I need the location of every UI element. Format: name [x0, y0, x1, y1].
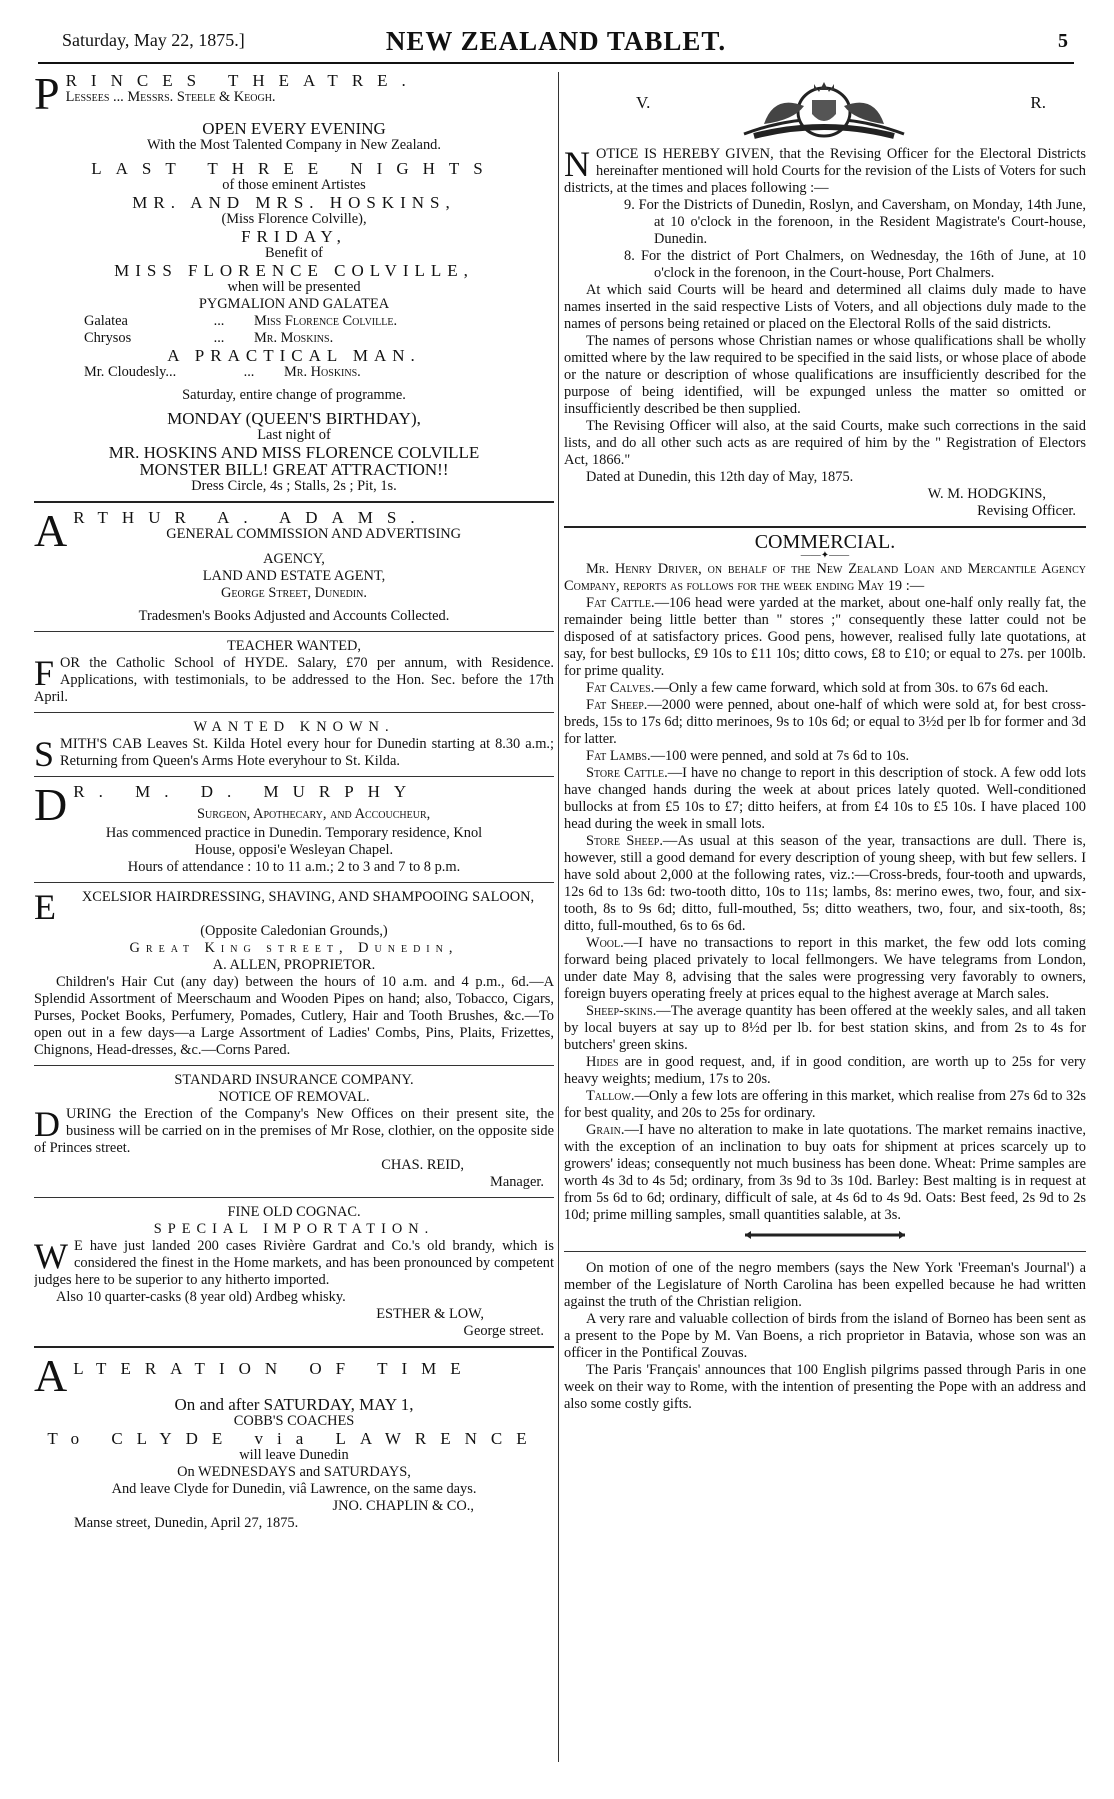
commercial-section [564, 531, 1086, 1224]
teacher-title: TEACHER WANTED, [226, 638, 362, 654]
theatre-lessees: Lessees ... Messrs. Steele & Keogh. [65, 89, 276, 105]
theatre-miss: (Miss Florence Colville), [221, 211, 367, 227]
excelsior-line4: A. ALLEN, PROPRIETOR. [212, 957, 376, 973]
cognac-body: E have just landed 200 cases Rivière Gardrat and Co.'s old brandy, which is considered the finest in the Home markets, and has been pronounced by competent judges here to be superior to any hitherto imported. [34, 1238, 554, 1288]
standard-role: Manager. [490, 1174, 544, 1190]
standard-body: URING the Erection of the Company's New Offices on their present site, the business will be carried on in the premises of Mr Rose, clothier, on the opposite side of Princes street. [34, 1106, 554, 1156]
masthead-title: NEW ZEALAND TABLET. [385, 26, 727, 56]
theatre-company: With the Most Talented Company in New Zealand. [147, 137, 441, 153]
commercial-text: —Only a few came forward, which sold at from 30s. to 67s 6d each. [654, 680, 1049, 696]
alteration-foot: Manse street, Dunedin, April 27, 1875. [74, 1515, 299, 1531]
cast-actor-1: Miss Florence Colville. [254, 313, 398, 329]
commercial-paragraph [564, 1122, 1086, 1224]
cognac-title: FINE OLD COGNAC. [227, 1204, 361, 1220]
commercial-text: —The average quantity has been offered at the weekly sales, and all taken by local buyers at say up to 8½d per lb. for best station skins, and from 2s to 4s for butchers' green skins. [564, 1003, 1086, 1053]
theatre-play: PYGMALION AND GALATEA [198, 296, 390, 312]
commercial-paragraph [564, 595, 1086, 680]
cognac-address: George street. [463, 1323, 544, 1339]
adams-line5: Tradesmen's Books Adjusted and Accounts Collected. [138, 608, 450, 624]
commercial-intro: Mr. Henry Driver, on behalf of the New Zealand Loan and Mercantile Agency Company, reports as follows for the week ending May 19 :— [564, 561, 1086, 594]
excelsior-line3: Great King street, Dunedin, [129, 940, 459, 956]
cast-actor-2: Mr. Moskins. [254, 330, 334, 346]
theatre-prices: Dress Circle, 4s ; Stalls, 2s ; Pit, 1s. [191, 478, 397, 494]
theatre-of: of those eminent Artistes [222, 177, 366, 193]
commercial-paragraph [564, 1054, 1086, 1088]
excelsior-body: Children's Hair Cut (any day) between the hours of 10 a.m. and 4 p.m., 6d.—A Splendid Assortment of Meerschaum and Wooden Pipes on hand; also, Tobacco, Cigars, Purses, Pocket Books, Perfumery, Pomades, Cutlery, Hair and Tooth Brushes, &c.—To open out in a few days—a Large Assortment of Ladies' Combs, Pins, Plaits, Frizettes, Chignons, Head-dresses, &c.—Corns Pared. [34, 974, 554, 1058]
adams-title: RTHUR A. ADAMS. [73, 509, 429, 527]
commercial-text: —2000 were penned, about one-half of which were sold at, for best cross-breds, 15s to 17s 6d; ditto merinoes, 9s to 10s 6d; or equal to 3½d per lb for former and 3d for latter. [564, 697, 1086, 747]
alteration-line4: will leave Dunedin [239, 1447, 349, 1463]
murphy-drop-cap: D [34, 783, 68, 825]
revising-notice: V. R. NOTICE IS HEREBY GIVEN, that the Revising Officer for the Electoral Districts hereinafter mentioned will hold Courts for the revision of the Lists of Voters for such districts, at the times and places following :— 9. For the Districts of Dunedin, Roslyn, and Caversham, on Monday, 14th June, at 10 o'clock in the forenoon, in the Resident Magistrate's Court-house, Dunedin. 8. For the district of Port Chalmers, on Wednesday, the 16th of June, at 10 o'clock in the forenoon, in the Court-house, Port Chalmers. At which said Courts will be heard and determined all claims duly made to have names inserted in the said respective Lists of Voters, and all objections duly made to the names of persons being retained or placed on the Electoral Rolls of the said districts. The names of persons whose Christian names or whose qualifications shall be wholly omitted where by the law required to be specified in the said lists, or whose place of abode or the nature or description of whose qualifications are insufficiently described for the purpose of being identified, will be expunged unless the matter so omitted or insufficiently described be then supplied. The Revising Officer will also, at the said Courts, make such corrections in the said lists, and do all other such acts as are required of him by the " Registration of Electors Act, 1866." Dated at Dunedin, this 12th day of May, 1875. W. M. HODGKINS, Revising Officer. [564, 72, 1086, 520]
theatre-monday: MONDAY (QUEEN'S BIRTHDAY), [167, 409, 421, 428]
commercial-text: —I have no alteration to make in late quotations. The market remains inactive, with the exception of an inclination to buy oats for shipment at prices scarcely up to growers' ideas; consequently not much business has been done. Wheat: Prime samples are worth 4s 3d to 4s 5d; ordinary, from 3s 9d to 3s 10d. Barley: Best malting is in request at from 5s 6d to 6d; ordinary, difficult of sale, at 4s 6d to 4s 9d. Oats: Best feed, 2s 9d to 2s 10d; prime milling samples, small quantities salable, at 3s. [564, 1122, 1086, 1223]
cognac-advert: FINE OLD COGNAC. SPECIAL IMPORTATION. W E have just landed 200 cases Rivière Gardrat and Co.'s old brandy, which is considered the finest in the Home markets, and has been pronounced by competent judges here to be superior to any hitherto imported. Also 10 quarter-casks (8 year old) Ardbeg whisky. ESTHER & LOW, George street. [34, 1204, 554, 1339]
alteration-line1: On and after SATURDAY, MAY 1, [174, 1395, 414, 1414]
murphy-line3: House, opposi'e Wesleyan Chapel. [194, 842, 394, 858]
header-date: Saturday, May 22, 1875.] [62, 30, 245, 50]
murphy-line2: Has commenced practice in Dunedin. Temporary residence, Knol [105, 825, 483, 841]
commercial-heading: Store Cattle. [586, 765, 668, 781]
commercial-heading: Fat Sheep. [586, 697, 648, 713]
commercial-paragraph [564, 1003, 1086, 1054]
page-number: 5 [1058, 30, 1068, 52]
adams-advert [34, 509, 554, 625]
commercial-paragraph [564, 680, 1086, 697]
commercial-text: —106 head were yarded at the market, about one-half only really fat, the remainder being little better than " stores ;" consequently these latter could not be disposed of at satisfactory prices. Good pens, however, realised fully late quotations, at say, for best bullocks, £9 10s to £11 10s; ditto cows, £8 to £10; or equal to 27s. per 100lb. for prime quality. [564, 595, 1086, 679]
alteration-drop-cap: A [34, 1354, 68, 1396]
standard-advert: STANDARD INSURANCE COMPANY. NOTICE OF REMOVAL. DURING the Erection of the Company's New Offices on their present site, the business will be carried on in the premises of Mr Rose, clothier, on the opposite side of Princes street. CHAS. REID, Manager. [34, 1072, 554, 1190]
theatre-names: MR. AND MRS. HOSKINS, [132, 193, 456, 212]
left-column [34, 72, 554, 1532]
theatre-last-nights: LAST THREE NIGHTS [91, 159, 497, 178]
wanted-advert: WANTED KNOWN. SMITH'S CAB Leaves St. Kilda Hotel every hour for Dunedin starting at 8.30 a.m.; Returning from Queen's Arms Hote everyhour to St. Kilda. [34, 719, 554, 770]
theatre-florence: MISS FLORENCE COLVILLE, [114, 261, 474, 280]
teacher-body: OR the Catholic School of HYDE. Salary, £70 per annum, with Residence. Applications, with testimonials, to be addressed to the Hon. Sec. before the 17th April. [34, 655, 554, 705]
theatre-saturday: Saturday, entire change of programme. [182, 387, 406, 403]
commercial-text: —Only a few lots are offering in this market, which realise from 27s 6d to 32s for best quality, and 20s to 25s for ordinary. [564, 1088, 1086, 1121]
royal-crest-icon [724, 74, 924, 144]
murphy-advert [34, 783, 554, 876]
commercial-heading: Grain. [586, 1122, 625, 1138]
alteration-advert [34, 1354, 554, 1532]
cast-role-1: Galatea [84, 313, 128, 329]
alteration-line6: And leave Clyde for Dunedin, viâ Lawrence, on the same days. [111, 1481, 477, 1497]
revising-intro: OTICE IS HEREBY GIVEN, that the Revising Officer for the Electoral Districts hereinafter mentioned will hold Courts for the revision of the Lists of Voters for such districts, at the times and places following :— [564, 146, 1086, 196]
page-header [38, 22, 1074, 64]
commercial-heading: Sheep-skins. [586, 1003, 657, 1019]
revising-para-2: The names of persons whose Christian names or whose qualifications shall be wholly omitted where by the law required to be specified in the said lists, or whose place of abode or the nature or description of whose qualifications are insufficiently described for the purpose of being identified, will be expunged unless the matter so omitted or insufficiently described be then supplied. [564, 333, 1086, 417]
theatre-open: OPEN EVERY EVENING [202, 119, 386, 138]
commercial-paragraph [564, 833, 1086, 935]
excelsior-line1: XCELSIOR HAIRDRESSING, SHAVING, AND SHAMPOOING SALOON, [81, 889, 535, 905]
commercial-text: are in good request, and, if in good condition, are worth up to 25s for very heavy weights; medium, 17s to 20s. [564, 1054, 1086, 1087]
news-item-3: The Paris 'Français' announces that 100 English pilgrims passed through Paris in one week on their way to Rome, with the intention of presenting the Pope with an address and also some costly gifts. [564, 1362, 1086, 1412]
commercial-text: —I have no transactions to report in this market, the few odd lots coming forward being placed privately to local fellmongers. We have telegrams from London, under date May 8, advising that the sales were progressing very favorably to owners, foreign buyers operating freely at prices equal to the highest average at March sales. [564, 935, 1086, 1002]
theatre-benefit: Benefit of [265, 245, 323, 261]
alteration-line3: To CLYDE via LAWRENCE [47, 1429, 541, 1448]
standard-title: STANDARD INSURANCE COMPANY. [174, 1072, 414, 1088]
commercial-paragraph [564, 697, 1086, 748]
theatre-title: RINCES THEATRE. [65, 72, 420, 90]
murphy-title: R. M. D. MURPHY [73, 783, 421, 801]
column-divider [558, 72, 559, 1762]
commercial-heading: Fat Lambs. [586, 748, 651, 764]
theatre-bill1: MR. HOSKINS AND MISS FLORENCE COLVILLE [108, 443, 480, 462]
commercial-heading: Store Sheep. [586, 833, 663, 849]
commercial-heading: Fat Cattle. [586, 595, 655, 611]
cast-actor-3: Mr. Hoskins. [284, 364, 361, 380]
commercial-heading: Tallow. [586, 1088, 635, 1104]
revising-item-1: 9. For the Districts of Dunedin, Roslyn, and Caversham, on Monday, 14th June, at 10 o'clock in the forenoon, in the Resident Magistrate's Court-house, Dunedin. [624, 197, 1086, 247]
excelsior-advert: E XCELSIOR HAIRDRESSING, SHAVING, AND SHAMPOOING SALOON, (Opposite Caledonian Grounds,) Great King street, Dunedin, A. ALLEN, PROPRIETOR. Children's Hair Cut (any day) between the hours of 10 a.m. and 4 p.m., 6d.—A Splendid Assortment of Meerschaum and Wooden Pipes on hand; also, Tobacco, Cigars, Purses, Pocket Books, Perfumery, Pomades, Cutlery, Hair and Tooth Brushes, &c.—To open out in a few days—a Large Assortment of Ladies' Combs, Pins, Plaits, Frizettes, Chignons, Head-dresses, &c.—Corns Pared. [34, 889, 554, 1058]
revising-signature: W. M. HODGKINS, [927, 486, 1046, 502]
title-ornament: ——✦—— [800, 550, 850, 561]
news-items [564, 1260, 1086, 1413]
revising-para-3: The Revising Officer will also, at the said Courts, make such corrections in the said lists, and do all other such acts as are required of him by the " Registration of Electors Act, 1866." [564, 418, 1086, 468]
cast-role-3: Mr. Cloudesly... [84, 364, 177, 380]
theatre-advert: P RINCES THEATRE. Lessees ... Messrs. Steele & Keogh. OPEN EVERY EVENING With the Most Talented Company in New Zealand. LAST THREE NIGHTS of those eminent Artistes MR. AND MRS. HOSKINS, (Miss Florence Colville), FRIDAY, Benefit of MISS FLORENCE COLVILLE, when will be presented PYGMALION AND GALATEA Galatea ... Miss Florence Colville. Chrysos ... Mr. Moskins. A PRACTICAL MAN. Mr. Cloudesly... ... Mr. Hoskins. Saturday, entire change of programme. MONDAY (QUEEN'S BIRTHDAY), Last night of MR. HOSKINS AND MISS FLORENCE COLVILLE MONSTER BILL! GREAT ATTRACTION!! Dress Circle, 4s ; Stalls, 2s ; Pit, 1s. [34, 72, 554, 495]
theatre-when: when will be presented [227, 279, 361, 295]
alteration-line2: COBB'S COACHES [233, 1413, 355, 1429]
alteration-line5: On WEDNESDAYS and SATURDAYS, [177, 1464, 411, 1480]
theatre-friday: FRIDAY, [241, 227, 347, 246]
commercial-text: —100 were penned, and sold at 7s 6d to 10s. [650, 748, 910, 764]
commercial-title: COMMERCIAL. [754, 531, 896, 553]
standard-notice: NOTICE OF REMOVAL. [218, 1089, 370, 1105]
theatre-practical: A PRACTICAL MAN. [167, 346, 421, 365]
cognac-sub: SPECIAL IMPORTATION. [153, 1221, 435, 1237]
cognac-also: Also 10 quarter-casks (8 year old) Ardbeg whisky. [56, 1289, 346, 1305]
wanted-body: MITH'S CAB Leaves St. Kilda Hotel every hour for Dunedin starting at 8.30 a.m.; Returning from Queen's Arms Hote everyhour to St. Kilda. [60, 736, 554, 769]
murphy-line4: Hours of attendance : 10 to 11 a.m.; 2 to 3 and 7 to 8 p.m. [127, 859, 461, 875]
standard-signature: CHAS. REID, [381, 1157, 464, 1173]
adams-line3: LAND AND ESTATE AGENT, [202, 568, 386, 584]
cast-role-2: Chrysos [84, 330, 132, 346]
adams-drop-cap: A [34, 509, 68, 551]
commercial-text: —As usual at this season of the year, transactions are dull. There is, however, still a good demand for every description of young sheep, with but few sellers. I have sold about 2,000 at the following rates, viz.:—Cross-breds, four-tooth and upwards, 12s 6d to 13s 6d: two-tooth ditto, 10s to 11s; lambs, 8s: merino ewes, two, four, and six-tooth, 8s to 9s 6d; ditto, full-mouthed, 5s; ditto weathers, two, four, and six-tooth, 8s; ditto, full-mouthed, 6s to 6s 6d. [564, 833, 1086, 934]
revising-para-1: At which said Courts will be heard and determined all claims duly made to have names inserted in the said respective Lists of Voters, and all objections duly made to the names of persons being retained or placed on the Electoral Rolls of the said districts. [564, 282, 1086, 332]
news-item-2: A very rare and valuable collection of birds from the island of Borneo has been sent as a present to the Pope by M. Van Boens, a rich proprietor in Batavia, whose son was an officer in the Pontifical Zouvas. [564, 1311, 1086, 1361]
crest-r: R. [1030, 93, 1046, 112]
crest-v: V. [636, 93, 651, 112]
adams-line1: GENERAL COMMISSION AND ADVERTISING [166, 526, 462, 542]
commercial-heading: Fat Calves. [586, 680, 655, 696]
commercial-heading: Hides [586, 1054, 619, 1070]
revising-item-2: 8. For the district of Port Chalmers, on Wednesday, the 16th of June, at 10 o'clock in the forenoon, in the Court-house, Port Chalmers. [624, 248, 1086, 281]
commercial-heading: Wool. [586, 935, 624, 951]
excelsior-line2: (Opposite Caledonian Grounds,) [200, 923, 388, 939]
theatre-lastnight: Last night of [257, 427, 331, 443]
teacher-advert: TEACHER WANTED, FOR the Catholic School of HYDE. Salary, £70 per annum, with Residence. Applications, with testimonials, to be addressed to the Hon. Sec. before the 17th April. [34, 638, 554, 705]
alteration-signature: JNO. CHAPLIN & CO., [332, 1498, 474, 1514]
alteration-title: LTERATION OF TIME [73, 1359, 475, 1378]
revising-role: Revising Officer. [977, 503, 1076, 519]
commercial-paragraph [564, 748, 1086, 765]
commercial-text: —I have no change to report in this description of stock. A few odd lots have changed hands during the week at about prices lately quoted. Well-conditioned bullocks at from £5 10s to £7; ditto heifers, at from £4 10s to £5 10s. I have placed 100 head during the week in small lots. [564, 765, 1086, 832]
right-column [564, 72, 1086, 1413]
revising-dated: Dated at Dunedin, this 12th day of May, 1875. [586, 469, 854, 485]
adams-line2: AGENCY, [263, 551, 325, 567]
commercial-paragraph [564, 1088, 1086, 1122]
adams-line4: George Street, Dunedin. [221, 585, 367, 601]
wanted-title: WANTED KNOWN. [193, 719, 395, 735]
commercial-paragraph [564, 935, 1086, 1003]
section-ornament-icon [564, 1228, 1086, 1245]
theatre-bill2: MONSTER BILL! GREAT ATTRACTION!! [139, 460, 449, 479]
theatre-drop-cap: P [34, 72, 60, 114]
commercial-paragraph [564, 765, 1086, 833]
news-item-1: On motion of one of the negro members (says the New York 'Freeman's Journal') a member of the Legislature of North Carolina has been expelled because he had written against the truth of the Christian religion. [564, 1260, 1086, 1310]
murphy-line1: Surgeon, Apothecary, and Accoucheur, [196, 806, 431, 822]
cognac-signature: ESTHER & LOW, [376, 1306, 484, 1322]
